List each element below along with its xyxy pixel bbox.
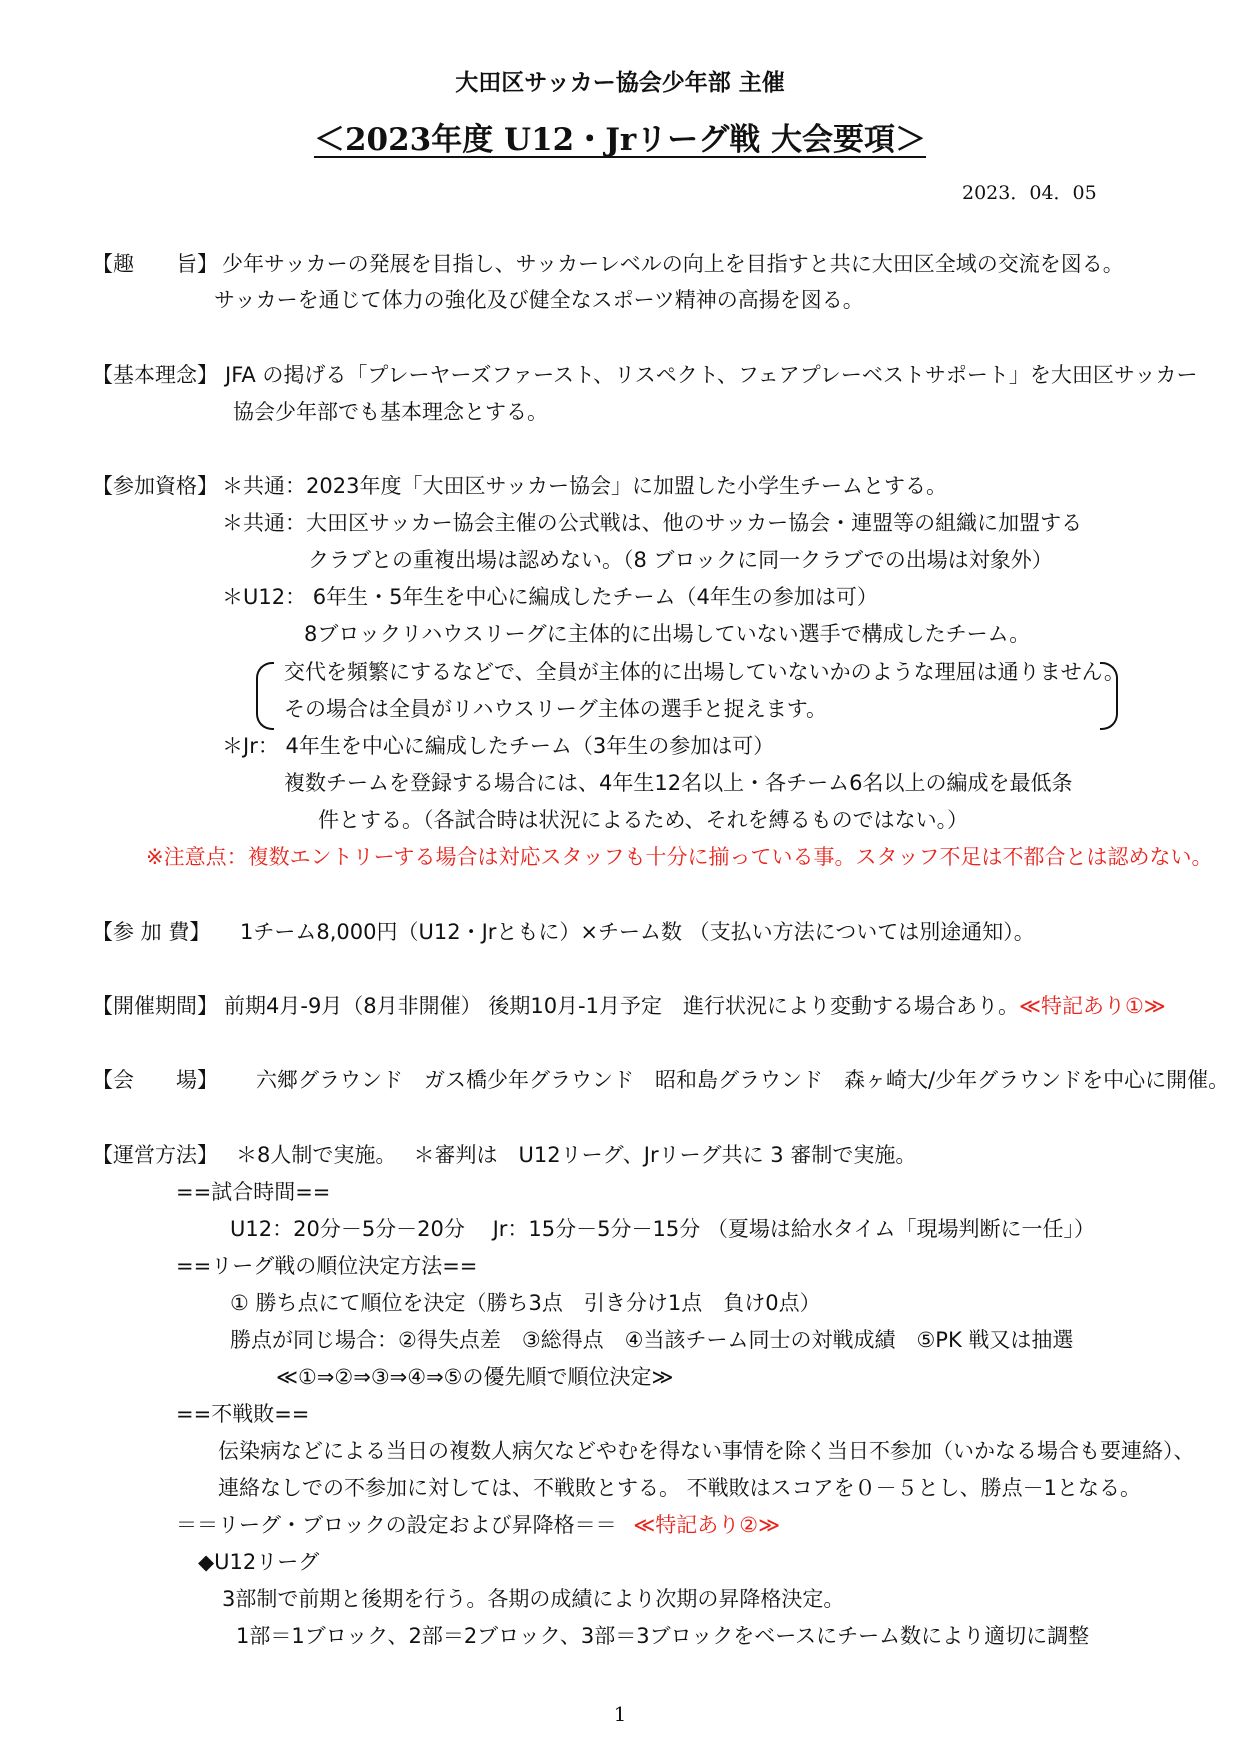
shikaku-line-1: ＊共通：2023年度「大田区サッカー協会」に加盟した小学生チームとする。 (222, 474, 948, 498)
rinen-line-1: JFA の掲げる「プレーヤーズファースト、リスペクト、フェアプレーベストサポート」を大田区サッカー (225, 363, 1198, 387)
ranking-rule-1: ① 勝ち点にて順位を決定（勝ち3点 引き分け1点 負け0点） (230, 1291, 821, 1315)
forfeit-heading: ==不戦敗== (176, 1402, 310, 1426)
section-label-kikan: 【開催期間】 (92, 994, 218, 1018)
shikaku-line-4: ＊U12： 6年生・5年生を中心に編成したチーム（4年生の参加は可） (222, 585, 878, 609)
shikaku-line-8: ＊Jr： 4年生を中心に編成したチーム（3年生の参加は可） (222, 734, 775, 758)
shikaku-line-5: 8ブロックリハウスリーグに主体的に出場していない選手で構成したチーム。 (304, 622, 1031, 646)
unei-intro: ＊8人制で実施。 ＊審判は U12リーグ、Jrリーグ共に 3 審制で実施。 (236, 1143, 917, 1167)
page-number: 1 (613, 1702, 627, 1726)
shushi-line-2: サッカーを通じて体力の強化及び健全なスポーツ精神の高揚を図る。 (214, 288, 864, 312)
u12-league-text-2: 1部＝1ブロック、2部＝2ブロック、3部＝3ブロックをベースにチーム数により適切に調整 (236, 1624, 1090, 1648)
hiyou-text: 1チーム8,000円（U12・Jrともに）×チーム数 （支払い方法については別途通知）。 (240, 920, 1035, 944)
section-label-kaijou: 【会 場】 (92, 1068, 218, 1092)
block-heading (176, 1511, 780, 1539)
kikan-special-note: ≪特記あり①≫ (1019, 994, 1166, 1018)
shikaku-line-2: ＊共通：大田区サッカー協会主催の公式戦は、他のサッカー協会・連盟等の組織に加盟する (222, 511, 1083, 535)
document-title-text: ＜2023年度 U12・Jrリーグ戦 大会要項＞ (313, 122, 927, 158)
match-time-text: U12：20分－5分－20分 Jr：15分－5分－15分 （夏場は給水タイム「現場判断に一任」） (230, 1217, 1095, 1241)
section-label-shushi: 【趣 旨】 (92, 252, 218, 276)
shikaku-line-7: その場合は全員がリハウスリーグ主体の選手と捉えます。 (284, 697, 828, 721)
kikan-text (224, 992, 1166, 1020)
kikan-text-main: 前期4月-9月（8月非開催） 後期10月-1月予定 進行状況により変動する場合あり。 (224, 994, 1019, 1018)
match-time-heading: ==試合時間== (176, 1180, 331, 1204)
section-label-hiyou: 【参 加 費】 (92, 920, 211, 944)
bracket-right (1100, 662, 1118, 730)
kaijou-text: 六郷グラウンド ガス橋少年グラウンド 昭和島グラウンド 森ヶ崎大/少年グラウンドを中心に開催。 (256, 1068, 1230, 1092)
u12-league-text-1: 3部制で前期と後期を行う。各期の成績により次期の昇降格決定。 (222, 1587, 845, 1611)
forfeit-text-2: 連絡なしでの不参加に対しては、不戦敗とする。 不戦敗はスコアを０－５とし、勝点－1となる。 (218, 1476, 1142, 1500)
block-special-note: ≪特記あり②≫ (633, 1513, 781, 1537)
shikaku-caution-note: ※注意点：複数エントリーする場合は対応スタッフも十分に揃っている事。スタッフ不足は不都合とは認めない。 (146, 845, 1213, 869)
rinen-line-2: 協会少年部でも基本理念とする。 (233, 400, 548, 424)
shushi-line-1: 少年サッカーの発展を目指し、サッカーレベルの向上を目指すと共に大田区全域の交流を図る。 (222, 252, 1124, 276)
shikaku-line-3: クラブとの重複出場は認めない。（8 ブロックに同一クラブでの出場は対象外） (308, 548, 1053, 572)
shikaku-line-6: 交代を頻繁にするなどで、全員が主体的に出場していないかのような理屈は通りません。 (284, 660, 1125, 684)
shikaku-line-10: 件とする。（各試合時は状況によるため、それを縛るものではない。） (318, 808, 969, 832)
document-title (0, 114, 1240, 159)
ranking-rule-3: ≪①⇒②⇒③⇒④⇒⑤の優先順で順位決定≫ (276, 1365, 674, 1389)
document-date: 2023．04．05 (962, 182, 1097, 204)
organizer-line: 大田区サッカー協会少年部 主催 (455, 69, 785, 96)
section-label-shikaku: 【参加資格】 (92, 474, 218, 498)
ranking-rule-2: 勝点が同じ場合：②得失点差 ③総得点 ④当該チーム同士の対戦成績 ⑤PK 戦又は抽選 (230, 1328, 1074, 1352)
u12-league-heading: ◆U12リーグ (198, 1550, 320, 1574)
bracket-left (256, 662, 274, 730)
section-label-rinen: 【基本理念】 (92, 363, 218, 387)
shikaku-line-9: 複数チームを登録する場合には、4年生12名以上・各チーム6名以上の編成を最低条 (284, 771, 1073, 795)
ranking-heading: ==リーグ戦の順位決定方法== (176, 1254, 478, 1278)
section-label-unei: 【運営方法】 (92, 1143, 218, 1167)
forfeit-text-1: 伝染病などによる当日の複数人病欠などやむを得ない事情を除く当日不参加（いかなる場合も要連絡）、 (218, 1439, 1195, 1463)
block-heading-text: ＝＝リーグ・ブロックの設定および昇降格＝＝ (176, 1513, 617, 1537)
